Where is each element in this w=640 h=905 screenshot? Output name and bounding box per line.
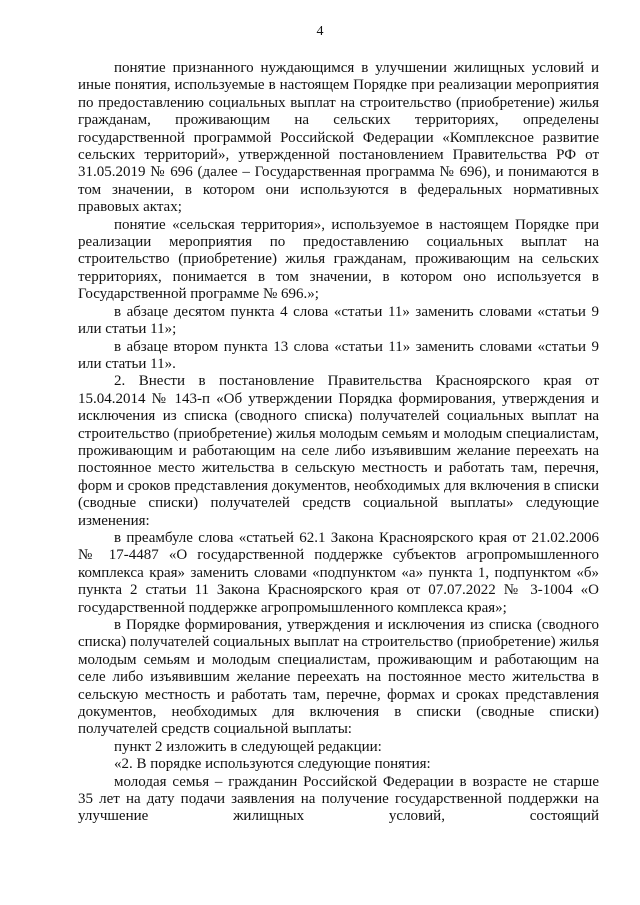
paragraph: в абзаце втором пункта 13 слова «статьи 11» заменить словами «статьи 9 или статьи 11». bbox=[78, 338, 599, 372]
paragraph: молодая семья – гражданин Российской Федерации в возрасте не старше 35 лет на дату подачи заявления на получение государственной поддержки на улучшение жилищных условий, состоящий bbox=[78, 773, 599, 825]
paragraph: 2. Внести в постановление Правительства Красноярского края от 15.04.2014 № 143-п «Об утверждении Порядка формирования, утверждения и исключения из списка (сводного списка) получателей социальных выплат на строительство (приобретение) жилья молодым семьям и молодым специалистам, проживающим и работающим на селе либо изъявившим желание переехать на постоянное место жительства в сельскую местность и работать там, перечня, форм и сроков представления документов, необходимых для включения в списки (сводные списки) получателей средств социальной выплаты» следующие изменения: bbox=[78, 373, 599, 529]
paragraph: в Порядке формирования, утверждения и исключения из списка (сводного списка) получателей социальных выплат на строительство (приобретение) жилья молодым семьям и молодым специалистам, проживающим и работающим на селе либо изъявившим желание переехать на постоянное место жительства в сельскую местность и работать там, перечне, формах и сроках представления документов, необходимых для включения в списки (сводные списки) получателей средств социальной выплаты: bbox=[78, 617, 599, 738]
paragraph: понятие «сельская территория», используемое в настоящем Порядке при реализации мероприятия по предоставлению социальных выплат на строительство (приобретение) жилья гражданам, проживающим на сельских территориях, понимается в том значении, в котором оно используется в Государственной программе № 696.»; bbox=[78, 216, 599, 303]
page-number: 4 bbox=[316, 24, 324, 39]
paragraph: в преамбуле слова «статьей 62.1 Закона Красноярского края от 21.02.2006 № 17-4487 «О государственной поддержке субъектов агропромышленного комплекса края» заменить словами «подпунктом «а» пункта 1, подпунктом «б» пункта 2 статьи 11 Закона Красноярского края от 07.07.2022 № 3-1004 «О государственной поддержке агропромышленного комплекса края»; bbox=[78, 529, 599, 616]
paragraph: понятие признанного нуждающимся в улучшении жилищных условий и иные понятия, используемые в настоящем Порядке при реализации мероприятия по предоставлению социальных выплат на строительство (приобретение) жилья гражданам, проживающим на сельских территориях, определены государственной программой Российской Федерации «Комплексное развитие сельских территорий», утвержденной постановлением Правительства РФ от 31.05.2019 № 696 (далее – Государственная программа № 696), и понимаются в том значении, в котором они используются в федеральных нормативных правовых актах; bbox=[78, 60, 599, 216]
paragraph: пункт 2 изложить в следующей редакции: bbox=[114, 738, 382, 755]
paragraph: «2. В порядке используются следующие понятия: bbox=[114, 756, 431, 773]
document-body bbox=[78, 60, 599, 826]
paragraph: в абзаце десятом пункта 4 слова «статьи 11» заменить словами «статьи 9 или статьи 11»; bbox=[78, 303, 599, 338]
